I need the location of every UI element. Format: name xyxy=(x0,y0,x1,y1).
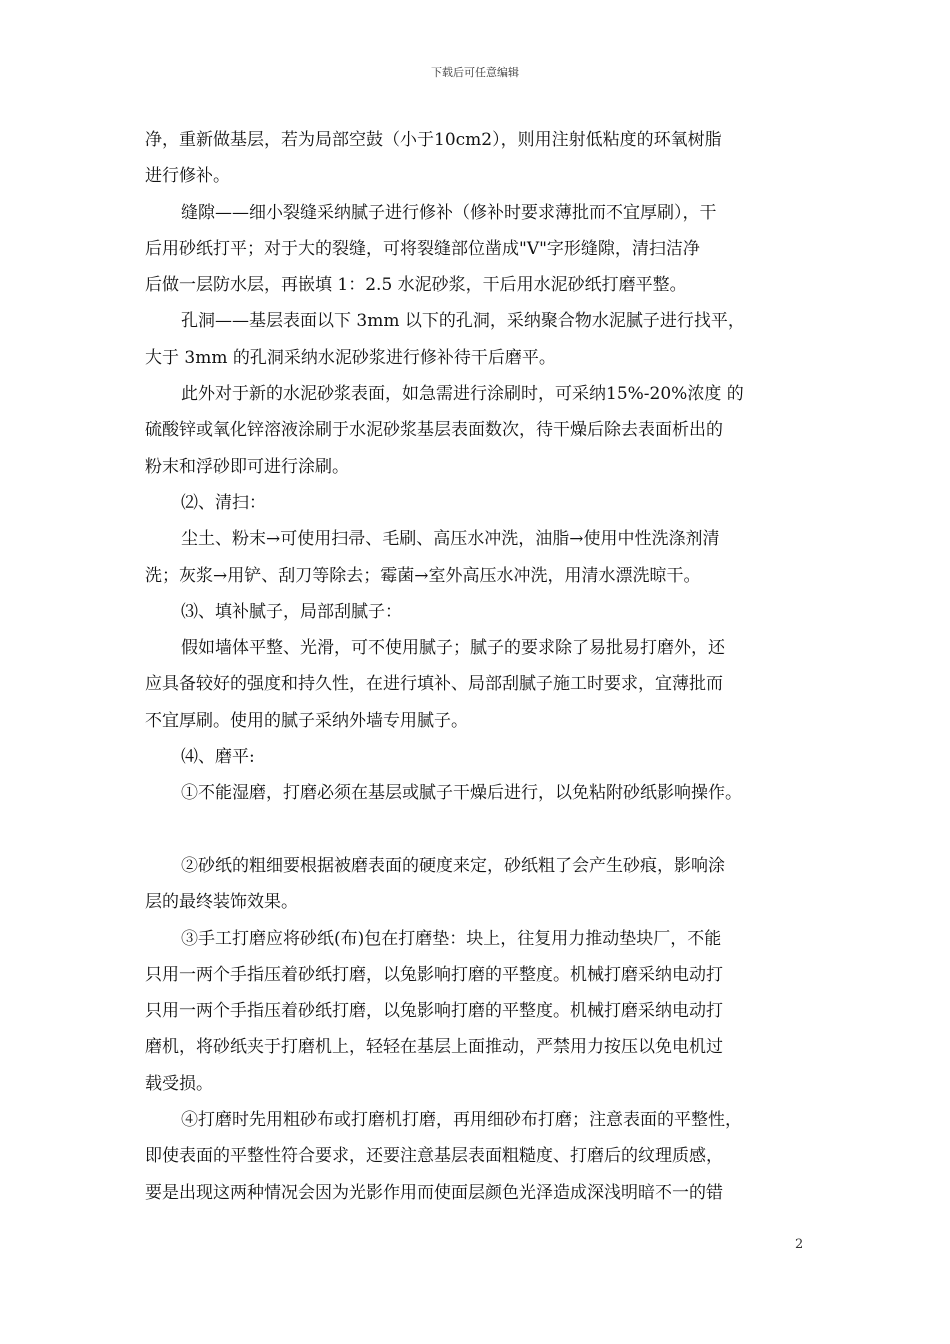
text-line: 要是出现这两种情况会因为光影作用而使面层颜色光泽造成深浅明暗不一的错 xyxy=(145,1182,723,1203)
paragraph-cleaning: 尘土、粉末→可使用扫帚、毛刷、高压水冲洗，油脂→使用中性洗涤剂清 xyxy=(181,529,720,550)
section-heading-putty: ⑶、填补腻子，局部刮腻子： xyxy=(181,601,402,622)
section-heading-cleaning: ⑵、清扫： xyxy=(181,492,266,513)
blank-line xyxy=(145,812,813,848)
text-line: 硫酸锌或氧化锌溶液涂刷于水泥砂浆基层表面数次，待干燥后除去表面析出的 xyxy=(145,420,723,441)
text-line: 大于 3mm 的孔洞采纳水泥砂浆进行修补待干后磨平。 xyxy=(145,347,556,368)
text-line: 净，重新做基层，若为局部空鼓（小于10cm2），则用注射低粘度的环氧树脂 xyxy=(145,130,722,150)
section-heading-sanding: ⑷、磨平: xyxy=(181,747,255,768)
text-line: 即使表面的平整性符合要求，还要注意基层表面粗糙度、打磨后的纹理质感， xyxy=(145,1146,723,1167)
text-line: 后用砂纸打平；对于大的裂缝，可将裂缝部位凿成"V"字形缝隙，清扫洁净 xyxy=(145,238,700,259)
paragraph-holes: 孔洞——基层表面以下 3mm 以下的孔洞，采纳聚合物水泥腻子进行找平， xyxy=(181,311,745,332)
text-line: 只用一两个手指压着砂纸打磨，以兔影响打磨的平整度。机械打磨采纳电动打 xyxy=(145,964,723,985)
text-line: 后做一层防水层，再嵌填 1：2.5 水泥砂浆，干后用水泥砂纸打磨平整。 xyxy=(145,275,687,296)
text-line: 层的最终装饰效果。 xyxy=(145,892,298,913)
paragraph-new-mortar: 此外对于新的水泥砂浆表面，如急需进行涂刷时，可采纳15%-20%浓度 的 xyxy=(181,384,744,405)
text-line: 只用一两个手指压着砂纸打磨，以兔影响打磨的平整度。机械打磨采纳电动打 xyxy=(145,1001,723,1022)
text-line: 应具备较好的强度和持久性，在进行填补、局部刮腻子施工时要求，宜薄批而 xyxy=(145,674,723,695)
list-item-2: ②砂纸的粗细要根据被磨表面的硬度来定，砂纸粗了会产生砂痕，影响涂 xyxy=(181,855,725,876)
list-item-3: ③手工打磨应将砂纸(布)包在打磨垫：块上，往复用力推动垫块厂，不能 xyxy=(181,928,722,949)
paragraph-cracks: 缝隙——细小裂缝采纳腻子进行修补（修补时要求薄批而不宜厚刷），干 xyxy=(181,202,717,223)
body-text xyxy=(145,122,813,1211)
text-line: 磨机，将砂纸夹于打磨机上，轻轻在基层上面推动，严禁用力按压以免电机过 xyxy=(145,1037,723,1058)
text-line: 洗；灰浆→用铲、刮刀等除去；霉菌→室外高压水冲洗，用清水漂洗晾干。 xyxy=(145,565,701,586)
paragraph-putty: 假如墙体平整、光滑，可不使用腻子；腻子的要求除了易批易打磨外，还 xyxy=(181,638,725,659)
text-line: 粉末和浮砂即可进行涂刷。 xyxy=(145,456,349,477)
text-line: 不宜厚刷。使用的腻子采纳外墙专用腻子。 xyxy=(145,710,468,731)
text-line: 载受损。 xyxy=(145,1073,213,1094)
list-item-1: ①不能湿磨，打磨必须在基层或腻子干燥后进行，以免粘附砂纸影响操作。 xyxy=(181,783,742,804)
list-item-4: ④打磨时先用粗砂布或打磨机打磨，再用细砂布打磨；注意表面的平整性， xyxy=(181,1110,742,1131)
page-number: 2 xyxy=(795,1237,804,1252)
page-header: 下载后可任意编辑 xyxy=(431,66,519,79)
text-line: 进行修补。 xyxy=(145,166,230,187)
